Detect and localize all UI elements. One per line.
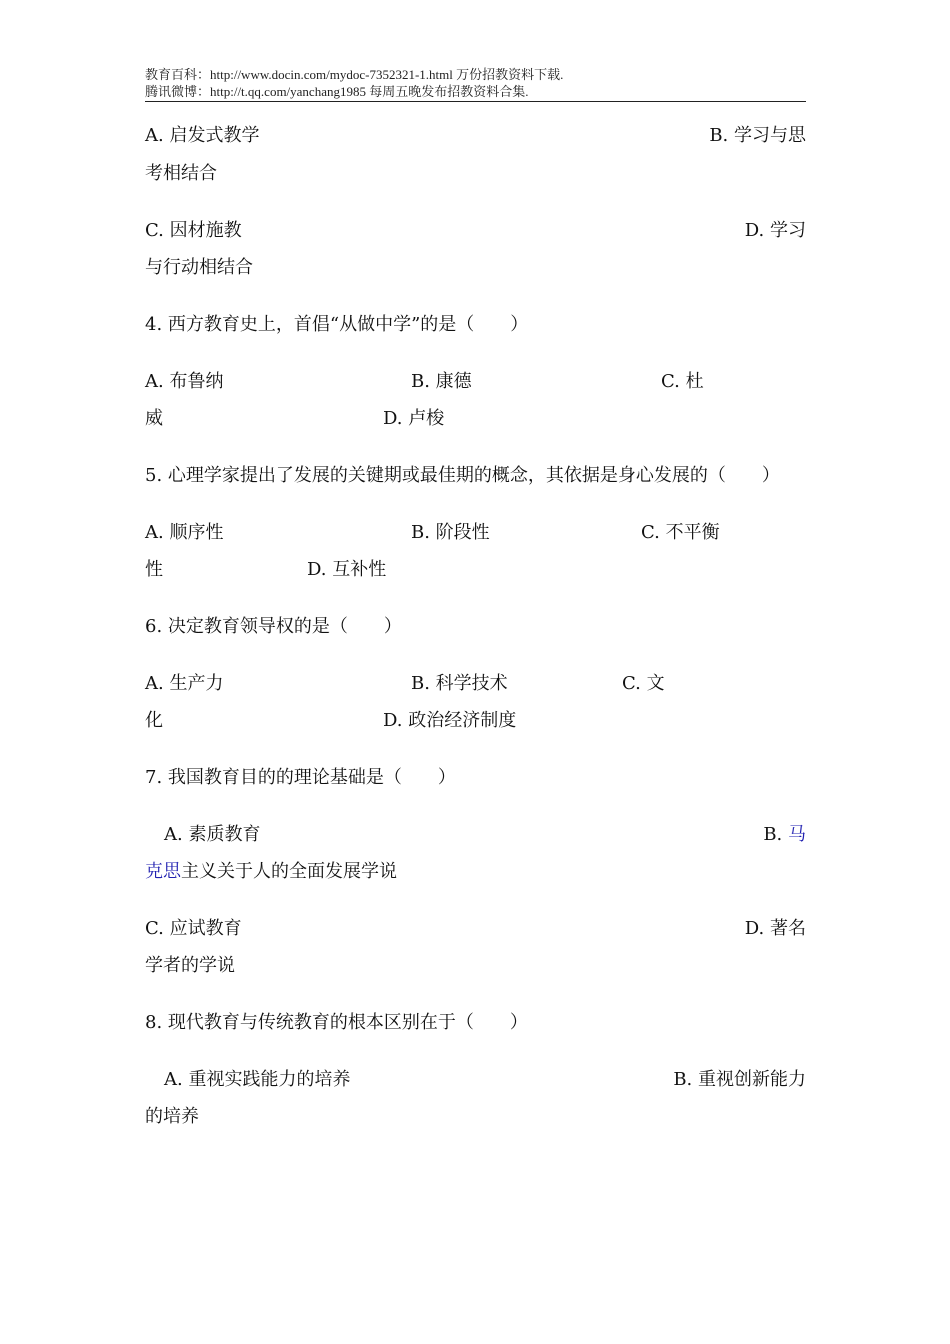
q7-option-b-wrap-text: 主义关于人的全面发展学说 — [181, 861, 397, 882]
q3-options-row2 — [145, 162, 806, 186]
q7-options-row3 — [145, 917, 806, 941]
q4-options-row1 — [145, 370, 806, 394]
header-line-weibo: 腾讯微博：http://t.qq.com/yanchang1985 每周五晚发布招教资料合集. — [145, 84, 529, 99]
q3-option-d-wrap: 与行动相结合 — [145, 257, 253, 278]
q6-stem — [145, 615, 806, 639]
q4-option-a: A. 布鲁纳 — [145, 371, 224, 392]
q6-option-a: A. 生产力 — [145, 673, 224, 694]
q7-options-row4 — [145, 954, 806, 978]
q4-options-row2 — [145, 407, 806, 431]
q5-option-d: D. 互补性 — [307, 559, 387, 580]
q6-option-b: B. 科学技术 — [411, 673, 508, 694]
q4-stem-text: 4. 西方教育史上，首倡“从做中学”的是（ ） — [145, 314, 529, 335]
q5-options-row2 — [145, 558, 806, 582]
q3-options-row4 — [145, 256, 806, 280]
q3-option-a: A. 启发式教学 — [145, 125, 260, 146]
q3-option-b: B. 学习与思 — [709, 125, 806, 146]
q7-option-c: C. 应试教育 — [145, 918, 242, 939]
q5-option-c-wrap: 性 — [145, 559, 163, 580]
q7-option-b-wrap — [145, 860, 397, 884]
q7-stem — [145, 766, 806, 790]
q6-option-c: C. 文 — [622, 673, 665, 694]
q6-options-row1 — [145, 672, 806, 696]
q6-option-d: D. 政治经济制度 — [383, 710, 517, 731]
q6-stem-text: 6. 决定教育领导权的是（ ） — [145, 616, 402, 637]
q3-option-b-wrap: 考相结合 — [145, 163, 217, 184]
q7-option-a: A. 素质教育 — [164, 824, 261, 845]
q8-option-b: B. 重视创新能力 — [673, 1069, 806, 1090]
q5-stem — [145, 464, 806, 488]
q3-option-d: D. 学习 — [744, 220, 806, 241]
page-header — [145, 66, 806, 100]
q8-stem-text: 8. 现代教育与传统教育的根本区别在于（ ） — [145, 1012, 528, 1033]
marx-link-part1[interactable]: 马 — [788, 824, 806, 845]
q5-option-a: A. 顺序性 — [145, 522, 224, 543]
q6-options-row2 — [145, 709, 806, 733]
q8-option-a: A. 重视实践能力的培养 — [164, 1069, 351, 1090]
q8-stem — [145, 1011, 806, 1035]
header-line-docin: 教育百科：http://www.docin.com/mydoc-7352321-1.html 万份招教资料下载. — [145, 67, 564, 82]
q4-option-d: D. 卢梭 — [383, 408, 445, 429]
q5-option-b: B. 阶段性 — [411, 522, 490, 543]
q8-options-row1 — [145, 1068, 806, 1092]
marx-link-part2[interactable]: 克思 — [145, 861, 181, 882]
q4-stem — [145, 313, 806, 337]
q8-option-b-wrap: 的培养 — [145, 1106, 199, 1127]
q7-options-row1 — [145, 823, 806, 847]
q3-option-c: C. 因材施教 — [145, 220, 242, 241]
q7-options-row2 — [145, 860, 806, 884]
q7-option-b-label: B. — [763, 824, 788, 845]
q7-option-d-wrap: 学者的学说 — [145, 955, 235, 976]
q5-options-row1 — [145, 521, 806, 545]
q4-option-c-wrap: 威 — [145, 408, 163, 429]
q7-option-d: D. 著名 — [744, 918, 806, 939]
q4-option-b: B. 康德 — [411, 371, 472, 392]
q8-options-row2 — [145, 1105, 806, 1129]
header-divider — [145, 101, 806, 102]
q7-option-b — [763, 823, 806, 847]
q6-option-c-wrap: 化 — [145, 710, 163, 731]
q5-option-c: C. 不平衡 — [641, 522, 720, 543]
q3-options-row1 — [145, 124, 806, 148]
q3-options-row3 — [145, 219, 806, 243]
q4-option-c: C. 杜 — [661, 371, 704, 392]
q7-stem-text: 7. 我国教育目的的理论基础是（ ） — [145, 767, 456, 788]
q5-stem-text: 5. 心理学家提出了发展的关键期或最佳期的概念，其依据是身心发展的（ ） — [145, 465, 780, 486]
